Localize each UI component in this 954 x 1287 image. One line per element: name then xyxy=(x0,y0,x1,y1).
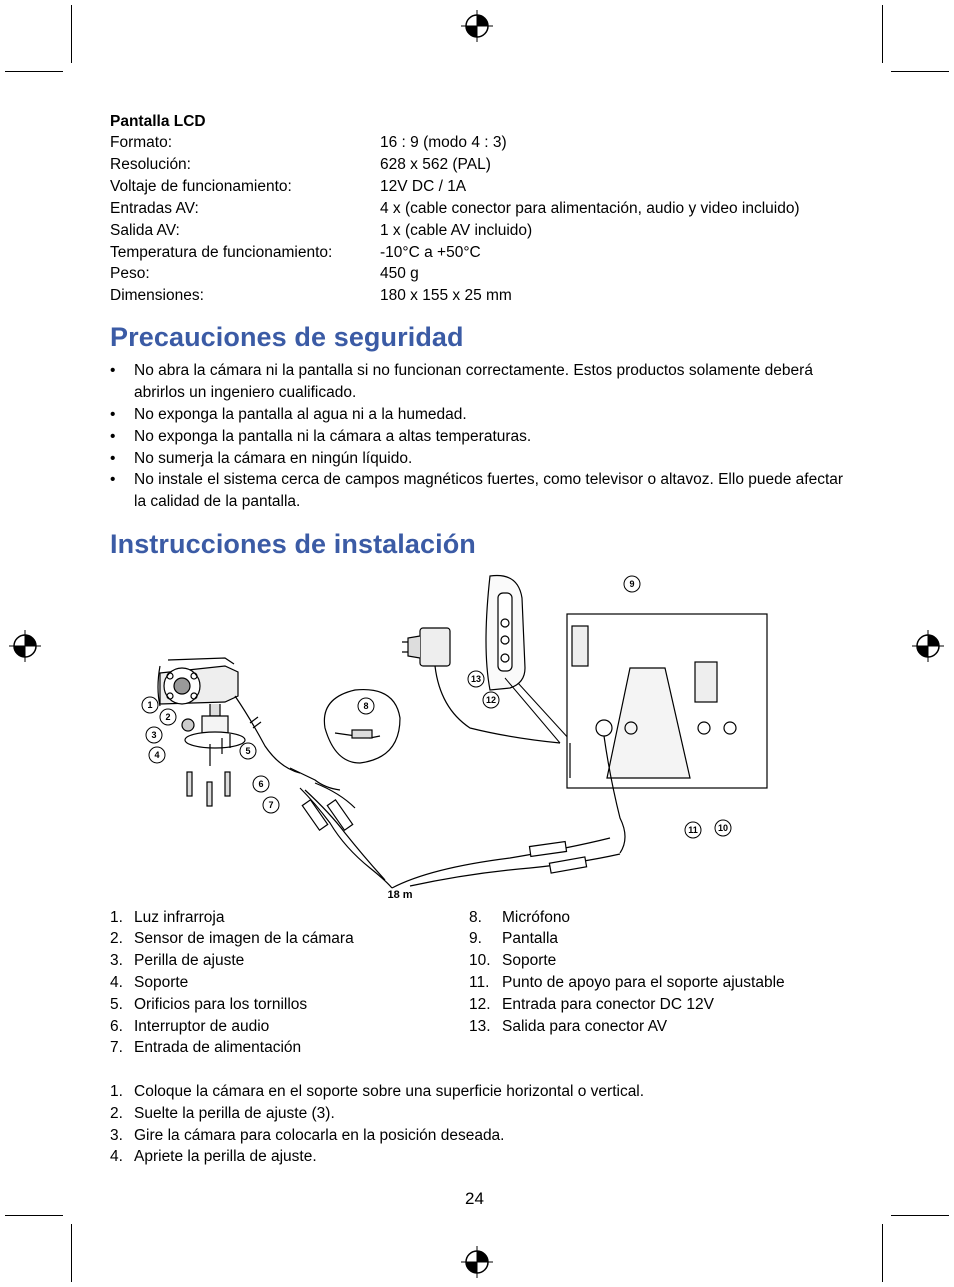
part-number: 3. xyxy=(110,952,123,969)
callout-9: 9 xyxy=(629,579,635,589)
callout-3: 3 xyxy=(151,730,157,740)
callout-4: 4 xyxy=(154,750,160,760)
part-name: Perilla de ajuste xyxy=(134,952,245,969)
part-name: Interruptor de audio xyxy=(134,1018,270,1035)
registration-mark-bottom xyxy=(461,1246,493,1278)
safety-item-text: No instale el sistema cerca de campos magnéticos fuertes, como televisor o altavoz. Ello puede afectar la calidad de la pantalla. xyxy=(134,471,844,510)
safety-item xyxy=(110,469,850,513)
spec-label: Voltaje de funcionamiento: xyxy=(110,178,292,195)
part-number: 2. xyxy=(110,930,123,947)
spec-label: Formato: xyxy=(110,134,173,151)
part-name: Punto de apoyo para el soporte ajustable xyxy=(502,974,785,991)
spec-label: Resolución: xyxy=(110,156,191,173)
monitor-cables xyxy=(392,838,620,888)
step-text: Gire la cámara para colocarla en la posición deseada. xyxy=(134,1127,505,1144)
part-name: Micrófono xyxy=(502,909,571,926)
spec-value: 12V DC / 1A xyxy=(380,178,467,195)
spec-label: Salida AV: xyxy=(110,222,180,239)
spec-label: Peso: xyxy=(110,265,150,282)
crop-mark xyxy=(882,1224,883,1282)
spec-label: Entradas AV: xyxy=(110,200,199,217)
callout-6: 6 xyxy=(258,779,264,789)
install-title: Instrucciones de instalación xyxy=(110,529,476,559)
callout-7: 7 xyxy=(268,800,274,810)
part-number: 5. xyxy=(110,996,123,1013)
step-number: 1. xyxy=(110,1083,123,1100)
registration-mark-right xyxy=(912,630,944,662)
spec-row xyxy=(110,198,870,220)
part-number: 1. xyxy=(110,909,123,926)
spec-row xyxy=(110,176,870,198)
page-number: 24 xyxy=(465,1189,484,1208)
part-name: Entrada de alimentación xyxy=(134,1039,302,1056)
step-number: 4. xyxy=(110,1148,123,1165)
step-text: Coloque la cámara en el soporte sobre una superficie horizontal o vertical. xyxy=(134,1083,645,1100)
part-number: 13. xyxy=(469,1018,491,1035)
bullet-glyph: • xyxy=(110,450,116,467)
safety-item-text: No exponga la pantalla al agua ni a la humedad. xyxy=(134,406,467,423)
part-number: 12. xyxy=(469,996,491,1013)
part-number: 6. xyxy=(110,1018,123,1035)
spec-row xyxy=(110,263,870,285)
part-name: Soporte xyxy=(502,952,557,969)
part-number: 4. xyxy=(110,974,123,991)
callout-11: 11 xyxy=(688,825,698,835)
safety-item-text: No sumerja la cámara en ningún líquido. xyxy=(134,450,413,467)
part-name: Entrada para conector DC 12V xyxy=(502,996,714,1013)
callout-13: 13 xyxy=(470,674,482,684)
crop-mark xyxy=(882,5,883,63)
installation-diagram xyxy=(130,568,780,908)
part-number: 9. xyxy=(469,930,482,947)
bullet-glyph: • xyxy=(110,406,116,423)
crop-mark xyxy=(71,1224,72,1282)
safety-item xyxy=(110,360,850,404)
spec-value: 628 x 562 (PAL) xyxy=(380,156,491,173)
camera-illustration xyxy=(158,658,300,806)
crop-mark xyxy=(891,71,949,72)
bullet-glyph: • xyxy=(110,362,116,379)
registration-mark-left xyxy=(9,630,41,662)
spec-row xyxy=(110,242,870,264)
cable-length-label: 18 m xyxy=(387,889,413,901)
part-number: 11. xyxy=(469,974,490,991)
callout-8: 8 xyxy=(363,701,369,711)
callout-5: 5 xyxy=(245,746,251,756)
crop-mark xyxy=(891,1215,949,1216)
safety-item xyxy=(110,404,850,426)
camera-connectors xyxy=(290,768,392,888)
part-number: 10. xyxy=(469,952,491,969)
step-text: Apriete la perilla de ajuste. xyxy=(134,1148,317,1165)
part-number: 7. xyxy=(110,1039,123,1056)
spec-label: Dimensiones: xyxy=(110,287,204,304)
safety-title: Precauciones de seguridad xyxy=(110,322,464,352)
spec-value: 180 x 155 x 25 mm xyxy=(380,287,512,304)
safety-item-text: No exponga la pantalla ni la cámara a altas temperaturas. xyxy=(134,428,532,445)
part-name: Luz infrarroja xyxy=(134,909,225,926)
callout-2: 2 xyxy=(165,712,171,722)
spec-value: -10°C a +50°C xyxy=(380,244,481,261)
part-name: Orificios para los tornillos xyxy=(134,996,308,1013)
spec-row xyxy=(110,154,870,176)
bullet-glyph: • xyxy=(110,428,116,445)
part-name: Sensor de imagen de la cámara xyxy=(134,930,354,947)
part-name: Pantalla xyxy=(502,930,559,947)
part-name: Soporte xyxy=(134,974,189,991)
spec-label: Temperatura de funcionamiento: xyxy=(110,244,333,261)
step-number: 3. xyxy=(110,1127,123,1144)
spec-value: 1 x (cable AV incluido) xyxy=(380,222,533,239)
part-number: 8. xyxy=(469,909,482,926)
safety-item xyxy=(110,448,850,470)
spec-value: 4 x (cable conector para alimentación, audio y video incluido) xyxy=(380,200,800,217)
callout-1: 1 xyxy=(147,700,153,710)
step-text: Suelte la perilla de ajuste (3). xyxy=(134,1105,335,1122)
spec-row xyxy=(110,220,870,242)
safety-item xyxy=(110,426,850,448)
crop-mark xyxy=(5,1215,63,1216)
spec-row xyxy=(110,285,870,307)
spec-value: 450 g xyxy=(380,265,419,282)
callout-10: 10 xyxy=(717,823,729,833)
bullet-glyph: • xyxy=(110,471,116,488)
spec-row xyxy=(110,132,870,154)
crop-mark xyxy=(71,5,72,63)
crop-mark xyxy=(5,71,63,72)
monitor-back-illustration xyxy=(567,614,767,853)
monitor-side-illustration xyxy=(486,575,525,690)
spec-value: 16 : 9 (modo 4 : 3) xyxy=(380,134,507,151)
callout-12: 12 xyxy=(485,695,497,705)
registration-mark-top xyxy=(461,10,493,42)
safety-item-text: No abra la cámara ni la pantalla si no funcionan correctamente. Estos productos solamente deberá abrirlos un ingeniero cualificado. xyxy=(134,362,813,401)
specs-heading: Pantalla LCD xyxy=(110,113,206,130)
part-name: Salida para conector AV xyxy=(502,1018,668,1035)
step-number: 2. xyxy=(110,1105,123,1122)
